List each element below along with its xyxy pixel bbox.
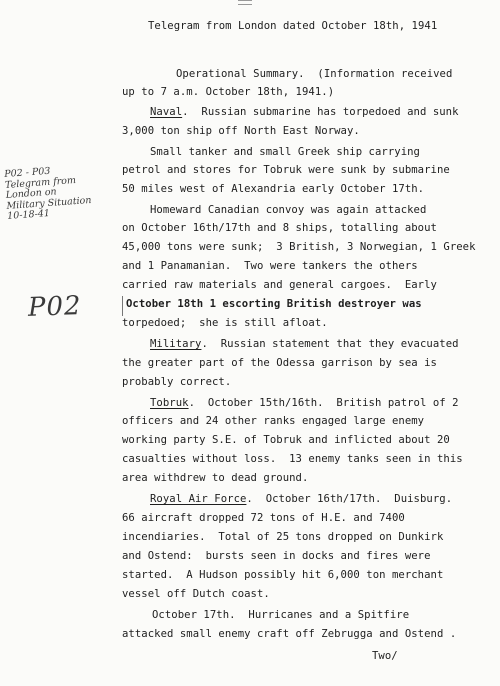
- military-line-2: the greater part of the Odessa garrison by sea is: [122, 357, 437, 369]
- naval-line-1: Naval. Russian submarine has torpedoed and sunk: [150, 106, 459, 118]
- convoy-line-1: Homeward Canadian convoy was again attacked: [150, 204, 427, 216]
- tobruk-line-1: Tobruk. October 15th/16th. British patrol of 2: [150, 397, 459, 409]
- handwritten-page-label: P02: [27, 291, 83, 323]
- raf-line-3: incendiaries. Total of 25 tons dropped on Dunkirk: [122, 531, 444, 543]
- telegram-header: Telegram from London dated October 18th, 1941: [148, 20, 438, 32]
- continuation-footer: Two/: [372, 650, 398, 662]
- summary-title-line: Operational Summary. (Information received: [176, 68, 453, 80]
- military-line-1: Military. Russian statement that they evacuated: [150, 338, 459, 350]
- tobruk-line-5: area withdrew to dead ground.: [122, 472, 309, 484]
- tobruk-line-3: working party S.E. of Tobruk and inflicted about 20: [122, 434, 450, 446]
- hurricanes-line-2: attacked small enemy craft off Zebrugga and Ostend .: [122, 628, 457, 640]
- tanker-line-1: Small tanker and small Greek ship carrying: [150, 146, 420, 158]
- convoy-line-7: torpedoed; she is still afloat.: [122, 317, 328, 329]
- summary-date-line: up to 7 a.m. October 18th, 1941.): [122, 86, 335, 98]
- handwritten-margin-note: P02 - P03 Telegram from London on Military Situation 10-18-41: [3, 165, 92, 222]
- convoy-line-4: and 1 Panamanian. Two were tankers the others: [122, 260, 418, 272]
- raf-line-5: started. A Hudson possibly hit 6,000 ton merchant: [122, 569, 444, 581]
- tobruk-line-4: casualties without loss. 13 enemy tanks seen in this: [122, 453, 463, 465]
- hurricanes-line-1: October 17th. Hurricanes and a Spitfire: [152, 609, 410, 621]
- convoy-line-5: carried raw materials and general cargoes. Early: [122, 279, 437, 291]
- raf-line-2: 66 aircraft dropped 72 tons of H.E. and 7400: [122, 512, 405, 524]
- tanker-line-3: 50 miles west of Alexandria early October 17th.: [122, 183, 425, 195]
- margin-mark: [122, 296, 123, 316]
- convoy-line-2: on October 16th/17th and 8 ships, totalling about: [122, 222, 437, 234]
- heading-military: Military: [150, 338, 202, 350]
- convoy-line-6: October 18th 1 escorting British destroyer was: [126, 298, 422, 310]
- raf-line-1: Royal Air Force. October 16th/17th. Duisburg.: [150, 493, 453, 505]
- raf-line-6: vessel off Dutch coast.: [122, 588, 270, 600]
- raf-line-4: and Ostend: bursts seen in docks and fires were: [122, 550, 431, 562]
- top-edge-mark: [238, 0, 252, 5]
- military-line-3: probably correct.: [122, 376, 232, 388]
- convoy-line-3: 45,000 tons were sunk; 3 British, 3 Norwegian, 1 Greek: [122, 241, 476, 253]
- heading-raf: Royal Air Force: [150, 493, 247, 505]
- heading-naval: Naval: [150, 106, 183, 118]
- naval-line-2: 3,000 ton ship off North East Norway.: [122, 125, 360, 137]
- tobruk-line-2: officers and 24 other ranks engaged large enemy: [122, 415, 425, 427]
- heading-tobruk: Tobruk: [150, 397, 189, 409]
- tanker-line-2: petrol and stores for Tobruk were sunk by submarine: [122, 164, 450, 176]
